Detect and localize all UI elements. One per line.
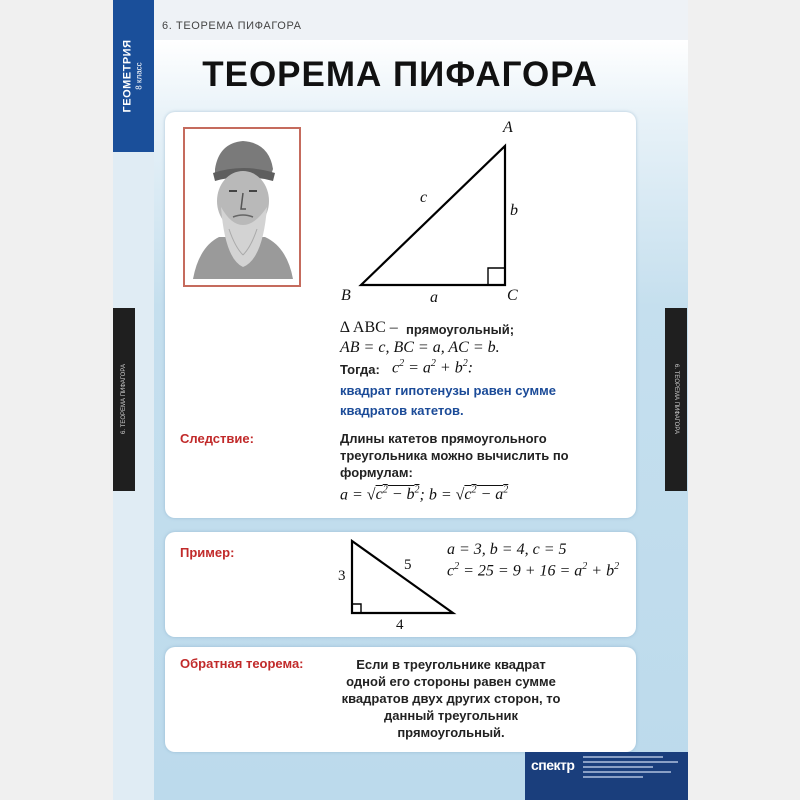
vertex-b-label: B [341,287,351,304]
example-label: Пример: [180,545,235,560]
breadcrumb: 6. ТЕОРЕМА ПИФАГОРА [162,20,302,32]
example-side-horizontal: 4 [396,617,404,633]
corollary-label: Следствие: [180,431,254,446]
publisher-info-lines [583,756,683,781]
vertex-a-label: A [503,119,513,136]
then-label: Тогда: [340,362,380,377]
pythagoras-formula: $c^2 = a^2 + b^2$: [392,358,474,377]
vertex-c-label: C [507,287,518,304]
leg-formulas: $a = √c^2 - b^2$; $b = √c^2 - a^2$ [340,485,509,504]
publisher-logo: спектр [531,757,575,773]
side-a-label: a [430,289,438,306]
sides-definition: AB = c, BC = a, AC = b. [340,339,500,356]
triangle-math: ∆ ABC – [340,319,398,336]
grade-label: 8 класс [134,62,144,90]
theorem-statement: квадрат гипотенузы равен сумме квадратов катетов. [340,383,556,418]
example-side-hypotenuse: 5 [404,557,412,573]
corollary-text: Длины катетов прямоугольного треугольника можно вычислить по формулам: [340,431,569,480]
side-b-label: b [510,202,518,219]
example-side-vertical: 3 [338,568,346,584]
converse-text: Если в треугольнике квадрат одной его стороны равен сумме квадратов двух других сторон, то данный треугольник прямоугольный. [341,657,561,740]
example-computation: $c^2 = 25 = 9 + 16 = a^2 + b^2$ [447,561,620,580]
side-tab-right-label: 6. ТЕОРЕМА ПИФАГОРА [673,364,679,434]
right-triangle-text: прямоугольный; [406,322,515,337]
subject-label: ГЕОМЕТРИЯ [121,39,134,113]
example-values: a = 3, b = 4, c = 5 [447,541,567,558]
converse-label: Обратная теорема: [180,656,304,671]
page-title: ТЕОРЕМА ПИФАГОРА [202,55,598,94]
side-c-label: c [420,189,428,206]
side-tab-left-label: 6. ТЕОРЕМА ПИФАГОРА [121,364,127,434]
